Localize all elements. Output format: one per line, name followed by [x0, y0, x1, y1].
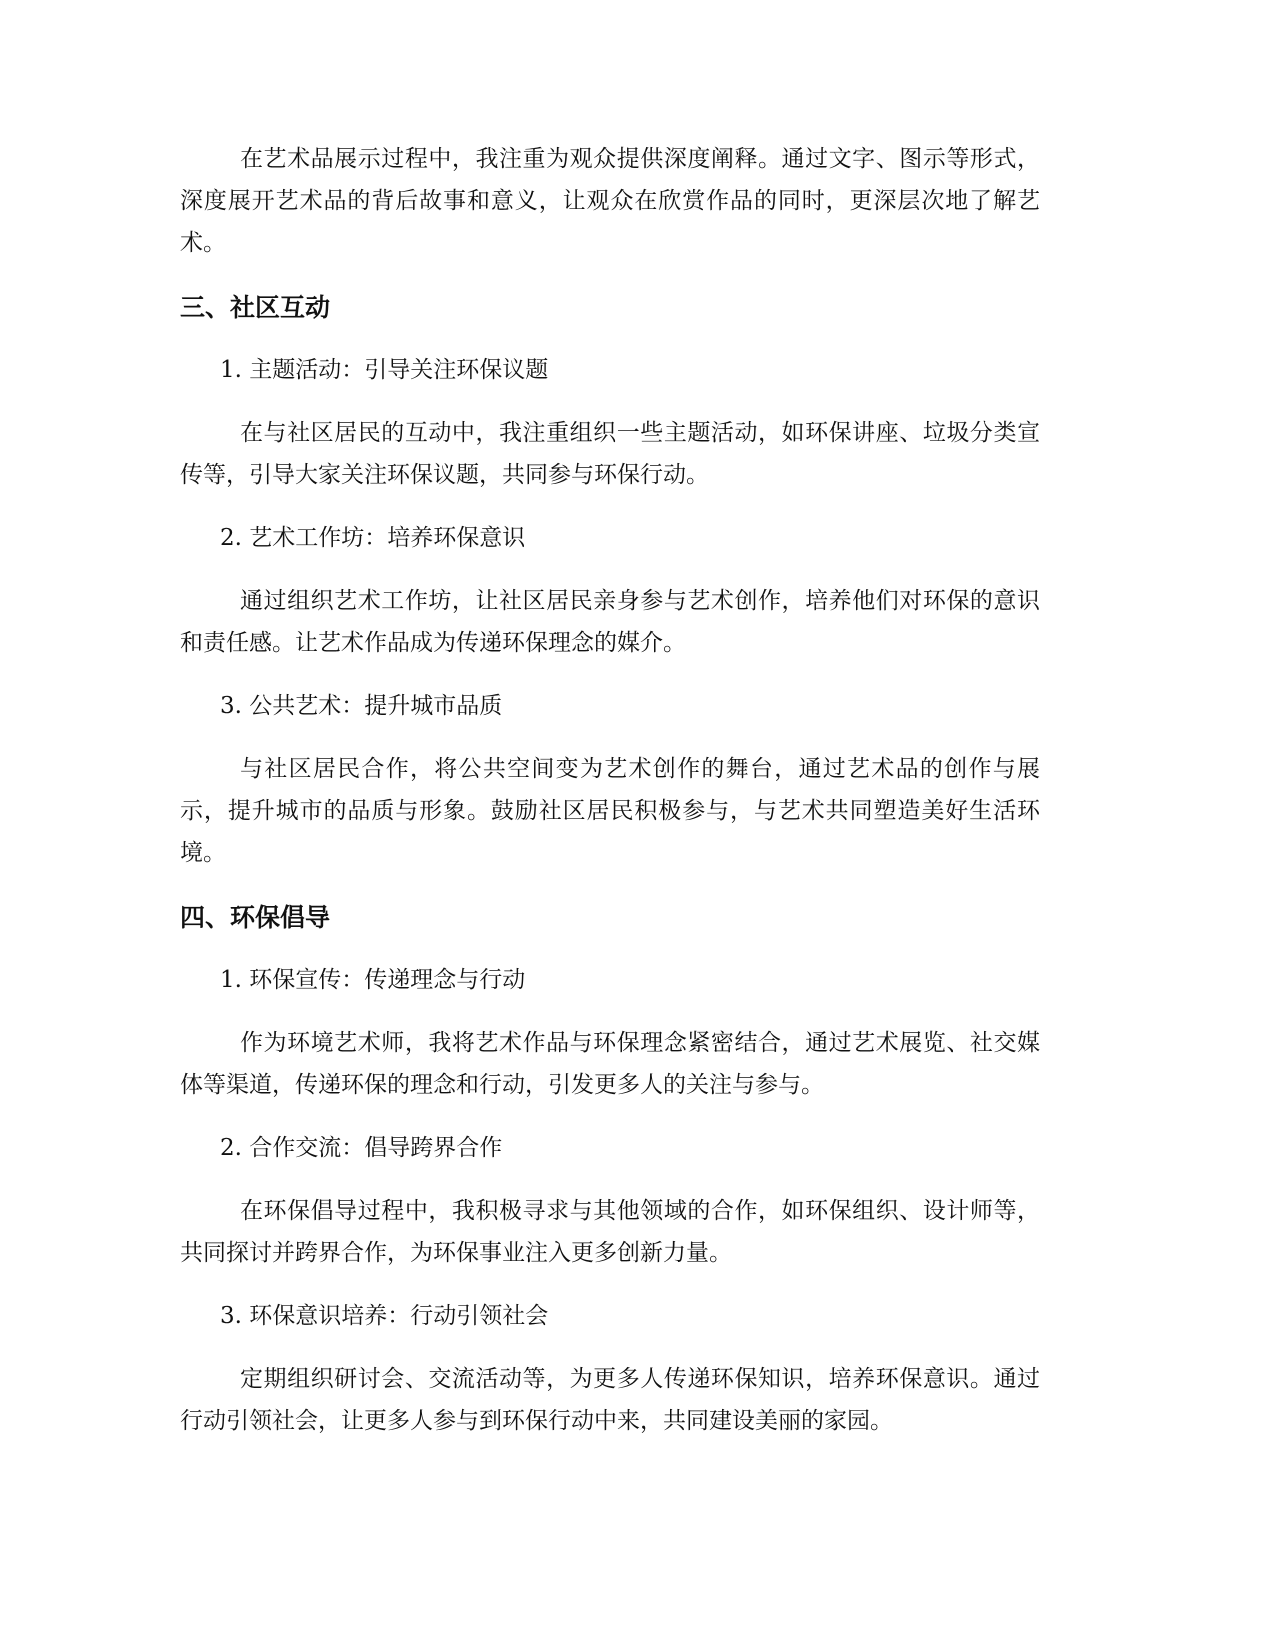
section-3-item-1-heading: 1. 主题活动：引导关注环保议题 [220, 357, 549, 383]
document-page [180, 138, 1040, 1442]
intro-paragraph: 在艺术品展示过程中，我注重为观众提供深度阐释。通过文字、图示等形式，深度展开艺术品的背后故事和意义，让观众在欣赏作品的同时，更深层次地了解艺术。 [180, 146, 1040, 256]
section-4-item-2-paragraph: 在环保倡导过程中，我积极寻求与其他领域的合作，如环保组织、设计师等，共同探讨并跨界合作，为环保事业注入更多创新力量。 [180, 1198, 1040, 1266]
section-4-item-3-paragraph: 定期组织研讨会、交流活动等，为更多人传递环保知识，培养环保意识。通过行动引领社会，让更多人参与到环保行动中来，共同建设美丽的家园。 [180, 1366, 1040, 1434]
section-4-item-2-heading: 2. 合作交流：倡导跨界合作 [220, 1135, 503, 1161]
section-3-item-2-heading: 2. 艺术工作坊：培养环保意识 [220, 525, 526, 551]
section-4-item-3-heading: 3. 环保意识培养：行动引领社会 [220, 1303, 549, 1329]
section-3-title: 三、社区互动 [180, 293, 331, 322]
section-4-item-1-paragraph: 作为环境艺术师，我将艺术作品与环保理念紧密结合，通过艺术展览、社交媒体等渠道，传递环保的理念和行动，引发更多人的关注与参与。 [180, 1030, 1040, 1098]
section-3-item-3-heading: 3. 公共艺术：提升城市品质 [220, 693, 503, 719]
section-3-item-1-paragraph: 在与社区居民的互动中，我注重组织一些主题活动，如环保讲座、垃圾分类宣传等，引导大家关注环保议题，共同参与环保行动。 [180, 420, 1040, 488]
section-3-item-2-paragraph: 通过组织艺术工作坊，让社区居民亲身参与艺术创作，培养他们对环保的意识和责任感。让艺术作品成为传递环保理念的媒介。 [180, 588, 1040, 656]
section-4-title: 四、环保倡导 [180, 903, 331, 932]
section-4-item-1-heading: 1. 环保宣传：传递理念与行动 [220, 967, 526, 993]
section-3-item-3-paragraph: 与社区居民合作，将公共空间变为艺术创作的舞台，通过艺术品的创作与展示，提升城市的品质与形象。鼓励社区居民积极参与，与艺术共同塑造美好生活环境。 [180, 756, 1040, 866]
